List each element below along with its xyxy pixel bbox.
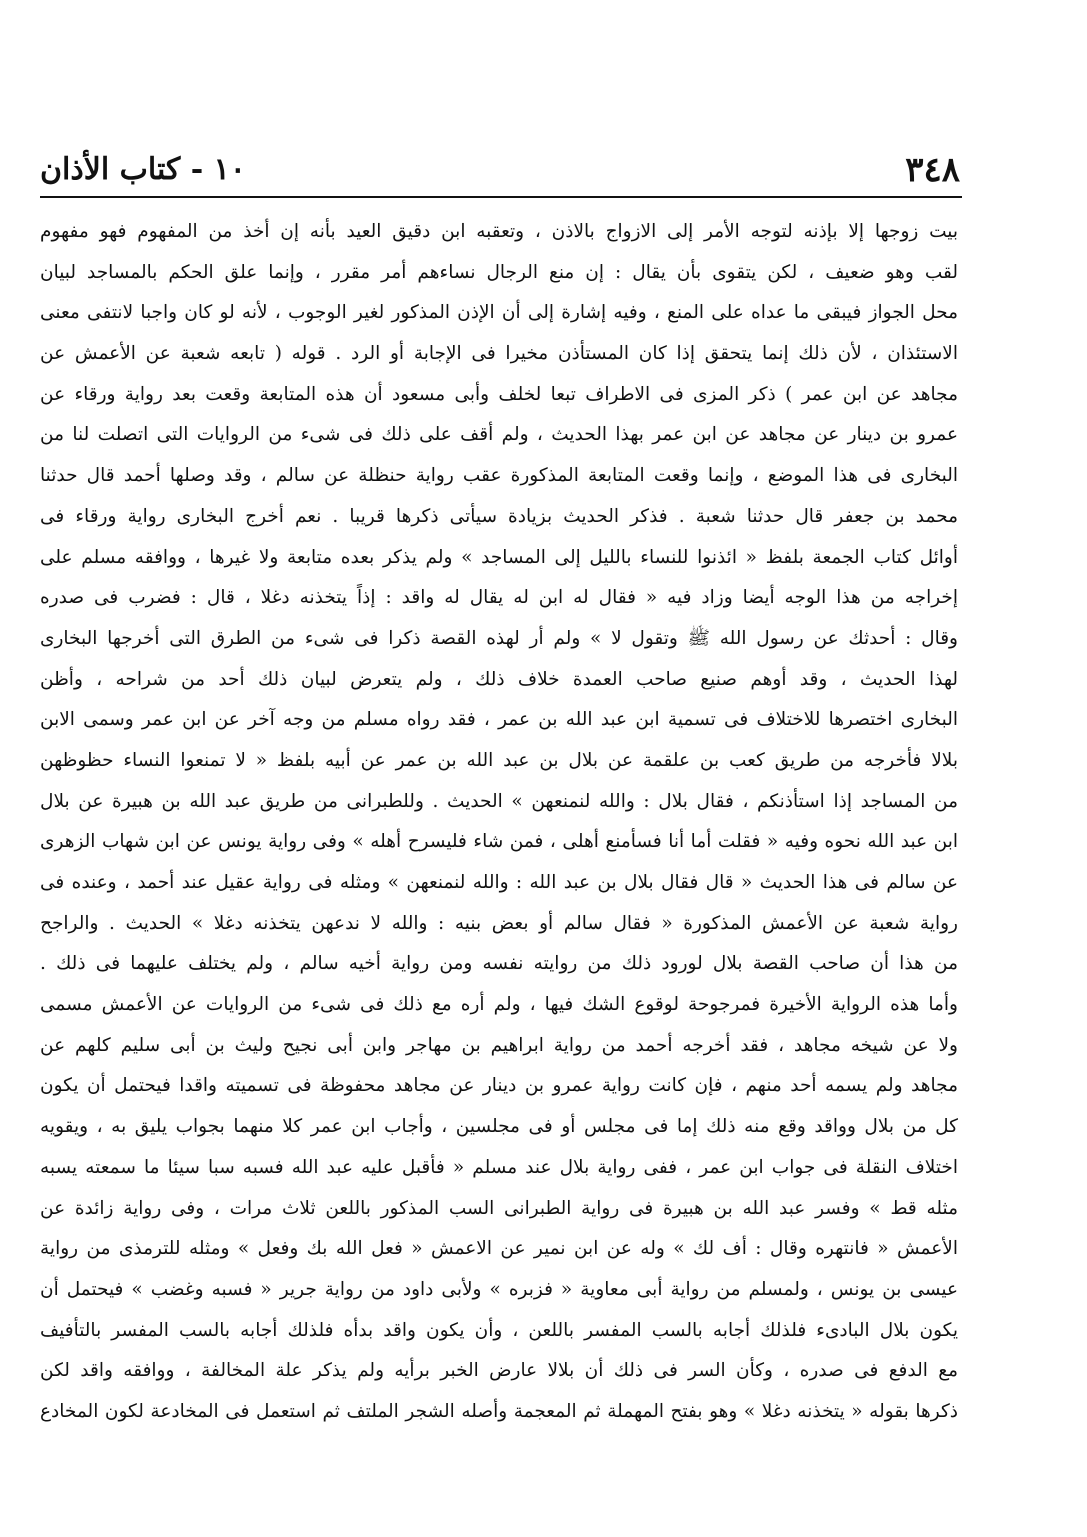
running-title: ١٠ - كتاب الأذان — [40, 152, 246, 187]
text-line: بلالا فأخرجه من طريق كعب بن علقمة عن بلال بن عبد الله بن عمر عن أبيه بلفظ « لا تمنعوا النساء حظوظهن — [40, 749, 958, 771]
text-line: ذكرها بقوله « يتخذنه دغلا » وهو بفتح المهملة ثم المعجمة وأصله الشجر الملتف ثم استعمل فى المخادعة لكون المخادع — [40, 1400, 958, 1422]
text-line: أوائل كتاب الجمعة بلفظ « ائذنوا للنساء بالليل إلى المساجد » ولم يذكر بعده متابعة ولا غيرها ، ووافقه مسلم على — [40, 546, 958, 568]
text-line: إخراجه من هذا الوجه أيضا وزاد فيه « فقال له ابن له يقال له واقد : إذاً يتخذنه دغلا ، قال : فضرب فى صدره — [40, 587, 958, 609]
text-line: الاستئذان ، لأن ذلك إنما يتحقق إذا كان المستأذن مخيرا فى الإجابة أو الرد . قوله ( تابعه شعبة عن الأعمش عن — [40, 343, 958, 365]
body-text — [40, 212, 958, 1433]
text-line: محمد بن جعفر قال حدثنا شعبة . فذكر الحديث بزيادة سيأتى ذكرها قريبا . نعم أخرج البخارى رواية ورقاء فى — [40, 505, 958, 527]
text-line: لهذا الحديث ، وقد أوهم صنيع صاحب العمدة خلاف ذلك ، ولم يتعرض لبيان ذلك أحد من شراحه ، وأظن — [40, 668, 958, 690]
text-line: مجاهد ولم يسمه أحد منهم ، فإن كانت رواية عمرو بن دينار عن مجاهد محفوظة فى تسميته واقدا فيحتمل أن يكون — [40, 1075, 958, 1097]
text-line: اختلاف النقلة فى جواب ابن عمر ، ففى رواية بلال عند مسلم « فأقبل عليه عبد الله فسبه سبا سيئا ما سمعته يسبه — [40, 1156, 958, 1178]
text-line: مع الدفع فى صدره ، وكأن السر فى ذلك أن بلالا عارض الخبر برأيه ولم يذكر علة المخالفة ، ووافقه واقد لكن — [40, 1360, 958, 1382]
text-line: عمرو بن دينار عن مجاهد عن ابن عمر بهذا الحديث ، ولم أقف على ذلك فى شىء من الروايات التى اتصلت لنا من — [40, 424, 958, 446]
page-number: ٣٤٨ — [905, 150, 960, 190]
text-line: البخارى فى هذا الموضع ، وإنما وقعت المتابعة المذكورة عقب رواية حنظلة عن سالم ، وقد وصلها أحمد قال حدثنا — [40, 465, 958, 487]
text-line: عيسى بن يونس ، ولمسلم من رواية أبى معاوية « فزبره » ولأبى داود من رواية جرير « فسبه وغضب » فيحتمل أن — [40, 1278, 958, 1300]
header-rule — [40, 196, 962, 198]
text-line: الأعمش « فانتهره وقال : أف لك » وله عن ابن نمير عن الاعمش « فعل الله بك وفعل » ومثله للترمذى من رواية — [40, 1238, 958, 1260]
text-line: البخارى اختصرها للاختلاف فى تسمية ابن عبد الله بن عمر ، فقد رواه مسلم من وجه آخر عن ابن عمر وسمى الابن — [40, 709, 958, 731]
text-line: من هذا أن صاحب القصة بلال لورود ذلك من روايته نفسه ومن رواية أخيه سالم ، ولم يختلف عليهما فى ذلك . — [40, 953, 958, 975]
text-line: وأما هذه الرواية الأخيرة فمرجوحة لوقوع الشك فيها ، ولم أره مع ذلك فى شىء من الروايات عن الأعمش مسمى — [40, 994, 958, 1016]
text-line: كل من بلال وواقد وقع منه ذلك إما فى مجلس أو فى مجلسين ، وأجاب ابن عمر كلا منهما بجواب يليق به ، ويقويه — [40, 1116, 958, 1138]
text-line: من المساجد إذا استأذنكم ، فقال بلال : والله لنمنعهن » الحديث . وللطبرانى من طريق عبد الله بن هبيرة عن بلال — [40, 790, 958, 812]
text-line: وقال : أحدثك عن رسول الله ﷺ وتقول لا » ولم أر لهذه القصة ذكرا فى شىء من الطرق التى أخرجها البخارى — [40, 627, 958, 649]
text-line: ولا عن شيخه مجاهد ، فقد أخرجه أحمد من رواية ابراهيم بن مهاجر وابن أبى نجيح وليث بن أبى سليم كلهم عن — [40, 1034, 958, 1056]
text-line: عن سالم فى هذا الحديث « قال فقال بلال بن عبد الله : والله لنمنعهن » ومثله فى رواية عقيل عند أحمد ، وعنده فى — [40, 872, 958, 893]
text-line: لقب وهو ضعيف ، لكن يتقوى بأن يقال : إن منع الرجال نساءهم أمر مقرر ، وإنما علق الحكم بالمساجد لبيان — [40, 261, 958, 283]
text-line: يكون بلال البادىء فلذلك أجابه بالسب المفسر باللعن ، وأن يكون واقد بدأه فلذلك أجابه بالسب المفسر بالتأفيف — [40, 1319, 958, 1341]
text-line: رواية شعبة عن الأعمش المذكورة « فقال سالم أو بعض بنيه : والله لا ندعهن يتخذنه دغلا » الحديث . والراجح — [40, 912, 958, 934]
text-line: بيت زوجها إلا بإذنه لتوجه الأمر إلى الازواج بالاذن ، وتعقبه ابن دقيق العيد بأنه إن أخذ من المفهوم فهو مفهوم — [40, 221, 958, 242]
text-line: ابن عبد الله نحوه وفيه « فقلت أما أنا فسأمنع أهلى ، فمن شاء فليسرح أهله » وفى رواية يونس عن ابن شهاب الزهرى — [40, 831, 958, 853]
text-line: مثله قط » وفسر عبد الله بن هبيرة فى رواية الطبرانى السب المذكور باللعن ثلاث مرات ، وفى رواية زائدة عن — [40, 1197, 958, 1219]
text-line: مجاهد عن ابن عمر ) ذكر المزى فى الاطراف تبعا لخلف وأبى مسعود أن هذه المتابعة وقعت بعد رواية ورقاء عن — [40, 383, 958, 405]
text-line: محل الجواز فيبقى ما عداه على المنع ، وفيه إشارة إلى أن الإذن المذكور لغير الوجوب ، لأنه لو كان واجبا لانتفى معنى — [40, 302, 958, 324]
page-header — [40, 150, 960, 190]
